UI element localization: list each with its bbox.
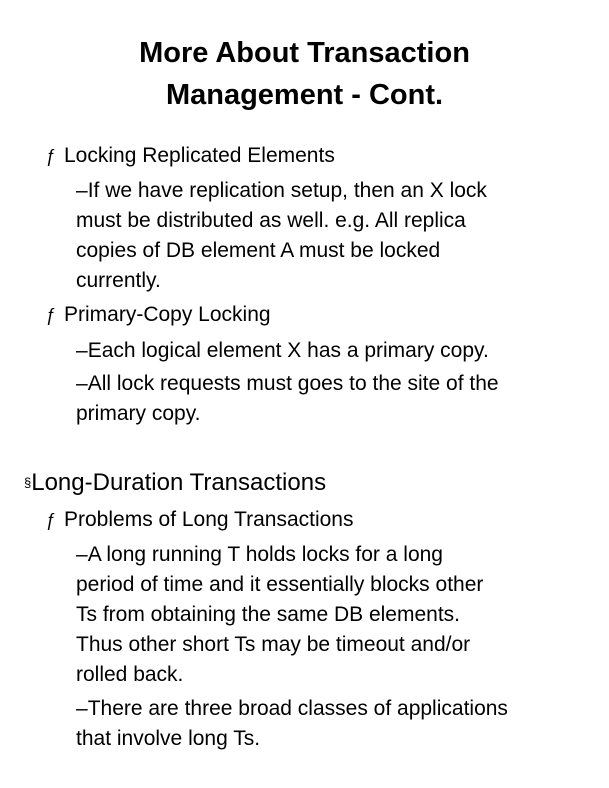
sub-bullet-lock-requests-line-1: –All lock requests must goes to the site of the bbox=[76, 372, 499, 395]
sub-bullet-long-running-line-3: Ts from obtaining the same DB elements. bbox=[76, 603, 461, 626]
bullet-f-icon: ƒ bbox=[46, 146, 57, 166]
sub-bullet-long-running-line-5: rolled back. bbox=[76, 663, 184, 686]
slide-title bbox=[0, 32, 609, 116]
dash-icon: – bbox=[76, 543, 88, 566]
sub-bullet-replication-line-2: must be distributed as well. e.g. All replica bbox=[76, 209, 466, 232]
dash-icon: – bbox=[76, 339, 88, 362]
sub-bullet-long-running-line-4: Thus other short Ts may be timeout and/or bbox=[76, 633, 471, 656]
bullet-f-icon: ƒ bbox=[46, 305, 57, 325]
dash-icon: – bbox=[76, 179, 88, 202]
title-line-2: Management - Cont. bbox=[165, 79, 444, 111]
sub-bullet-replication-line-1: –If we have replication setup, then an X lock bbox=[76, 179, 487, 202]
title-line-1: More About Transaction bbox=[139, 37, 470, 69]
sub-bullet-replication-line-3: copies of DB element A must be locked bbox=[76, 239, 441, 262]
sub-bullet-replication-line-4: currently. bbox=[76, 269, 161, 292]
section-square-icon: § bbox=[24, 475, 32, 490]
sub-bullet-primary-copy-1: –Each logical element X has a primary copy. bbox=[76, 339, 489, 362]
bullet-problems-long: ƒ Problems of Long Transactions bbox=[46, 505, 354, 535]
bullet-primary-copy: ƒ Primary-Copy Locking bbox=[46, 300, 271, 330]
sub-bullet-long-running-line-2: period of time and it essentially blocks other bbox=[76, 573, 484, 596]
section-long-duration: §Long-Duration Transactions bbox=[24, 469, 327, 496]
bullet-locking-replicated: ƒ Locking Replicated Elements bbox=[46, 141, 335, 171]
sub-bullet-three-classes-line-1: –There are three broad classes of applications bbox=[76, 697, 508, 720]
sub-bullet-long-running-line-1: –A long running T holds locks for a long bbox=[76, 543, 443, 566]
dash-icon: – bbox=[76, 372, 88, 395]
sub-bullet-three-classes-line-2: that involve long Ts. bbox=[76, 727, 261, 750]
dash-icon: – bbox=[76, 697, 88, 720]
sub-bullet-lock-requests-line-2: primary copy. bbox=[76, 402, 201, 425]
bullet-f-icon: ƒ bbox=[46, 510, 57, 530]
